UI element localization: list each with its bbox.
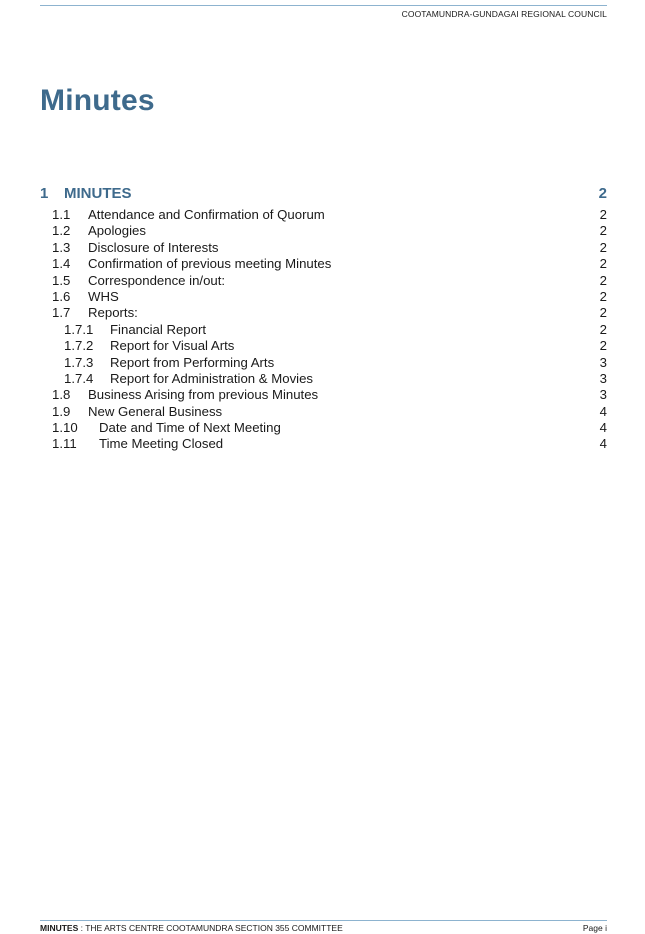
toc-number: 1.2 <box>52 223 71 239</box>
toc-title: Reports: <box>88 305 138 321</box>
toc-page-number: 2 <box>599 305 607 321</box>
toc-number: 1.5 <box>52 272 71 288</box>
footer-separator: : <box>78 923 86 933</box>
toc-title: Financial Report <box>110 321 207 337</box>
toc-entry-1-2[interactable] <box>40 223 607 239</box>
footer-committee-line <box>40 923 343 933</box>
toc-page-number: 2 <box>599 338 607 354</box>
toc-page-number: 2 <box>599 256 607 272</box>
table-of-contents <box>40 183 607 453</box>
toc-number: 1 <box>40 185 49 202</box>
toc-entry-1-4[interactable] <box>40 256 607 272</box>
footer-page-number: Page i <box>582 923 607 933</box>
toc-number: 1.7.1 <box>64 321 94 337</box>
toc-page-number: 3 <box>599 370 607 386</box>
toc-page-number: 2 <box>598 185 607 202</box>
toc-number: 1.7.2 <box>64 338 94 354</box>
toc-entry-1-8[interactable] <box>40 387 607 403</box>
toc-title: Apologies <box>88 223 146 239</box>
toc-title: Business Arising from previous Minutes <box>88 387 319 403</box>
toc-page-number: 2 <box>599 223 607 239</box>
toc-number: 1.6 <box>52 288 71 304</box>
toc-page-number: 3 <box>599 387 607 403</box>
toc-entry-1-7-4[interactable] <box>40 371 607 387</box>
toc-page-number: 2 <box>599 239 607 255</box>
toc-title: Report for Visual Arts <box>110 338 235 354</box>
toc-page-number: 2 <box>599 321 607 337</box>
toc-entry-1-7[interactable] <box>40 305 607 321</box>
toc-number: 1.1 <box>52 207 71 222</box>
toc-entry-1-3[interactable] <box>40 240 607 256</box>
toc-entry-1-9[interactable] <box>40 404 607 420</box>
toc-title: Time Meeting Closed <box>99 436 224 452</box>
toc-title: Date and Time of Next Meeting <box>99 420 281 436</box>
page-title: Minutes <box>40 84 155 117</box>
toc-number: 1.9 <box>52 403 71 419</box>
toc-entry-1-5[interactable] <box>40 273 607 289</box>
toc-number: 1.7.4 <box>64 370 94 386</box>
toc-entry-1[interactable] <box>40 183 607 204</box>
toc-page-number: 2 <box>599 288 607 304</box>
toc-title: Disclosure of Interests <box>88 239 219 255</box>
toc-number: 1.7.3 <box>64 354 94 370</box>
toc-number: 1.11 <box>52 436 77 452</box>
footer-committee-name: THE ARTS CENTRE COOTAMUNDRA SECTION 355 COMMITTEE <box>85 923 343 933</box>
toc-entry-1-11[interactable] <box>40 436 607 452</box>
toc-page-number: 4 <box>599 420 607 436</box>
toc-title: New General Business <box>88 403 223 419</box>
toc-number: 1.8 <box>52 387 71 403</box>
toc-title: Attendance and Confirmation of Quorum <box>88 207 325 222</box>
toc-title: MINUTES <box>64 185 132 202</box>
toc-number: 1.7 <box>52 305 71 321</box>
toc-number: 1.3 <box>52 239 71 255</box>
toc-number: 1.10 <box>52 420 78 436</box>
toc-entry-1-7-1[interactable] <box>40 322 607 338</box>
toc-entry-1-1[interactable] <box>40 207 607 223</box>
footer-label: MINUTES <box>40 923 79 933</box>
toc-title: Correspondence in/out: <box>88 272 226 288</box>
toc-entry-1-7-3[interactable] <box>40 355 607 371</box>
toc-title: Report from Performing Arts <box>110 354 275 370</box>
footer-rule <box>40 920 607 921</box>
toc-title: WHS <box>88 288 119 304</box>
toc-title: Confirmation of previous meeting Minutes <box>88 256 332 272</box>
header-org-name: COOTAMUNDRA-GUNDAGAI REGIONAL COUNCIL <box>401 9 607 19</box>
toc-page-number: 2 <box>599 272 607 288</box>
toc-entry-1-6[interactable] <box>40 289 607 305</box>
toc-entry-1-10[interactable] <box>40 420 607 436</box>
toc-page-number: 3 <box>599 354 607 370</box>
toc-page-number: 4 <box>599 403 607 419</box>
toc-number: 1.4 <box>52 256 71 272</box>
toc-entry-1-7-2[interactable] <box>40 338 607 354</box>
header-rule <box>40 5 607 6</box>
toc-page-number: 2 <box>599 207 607 222</box>
toc-page-number: 4 <box>599 436 607 452</box>
toc-title: Report for Administration & Movies <box>110 370 314 386</box>
